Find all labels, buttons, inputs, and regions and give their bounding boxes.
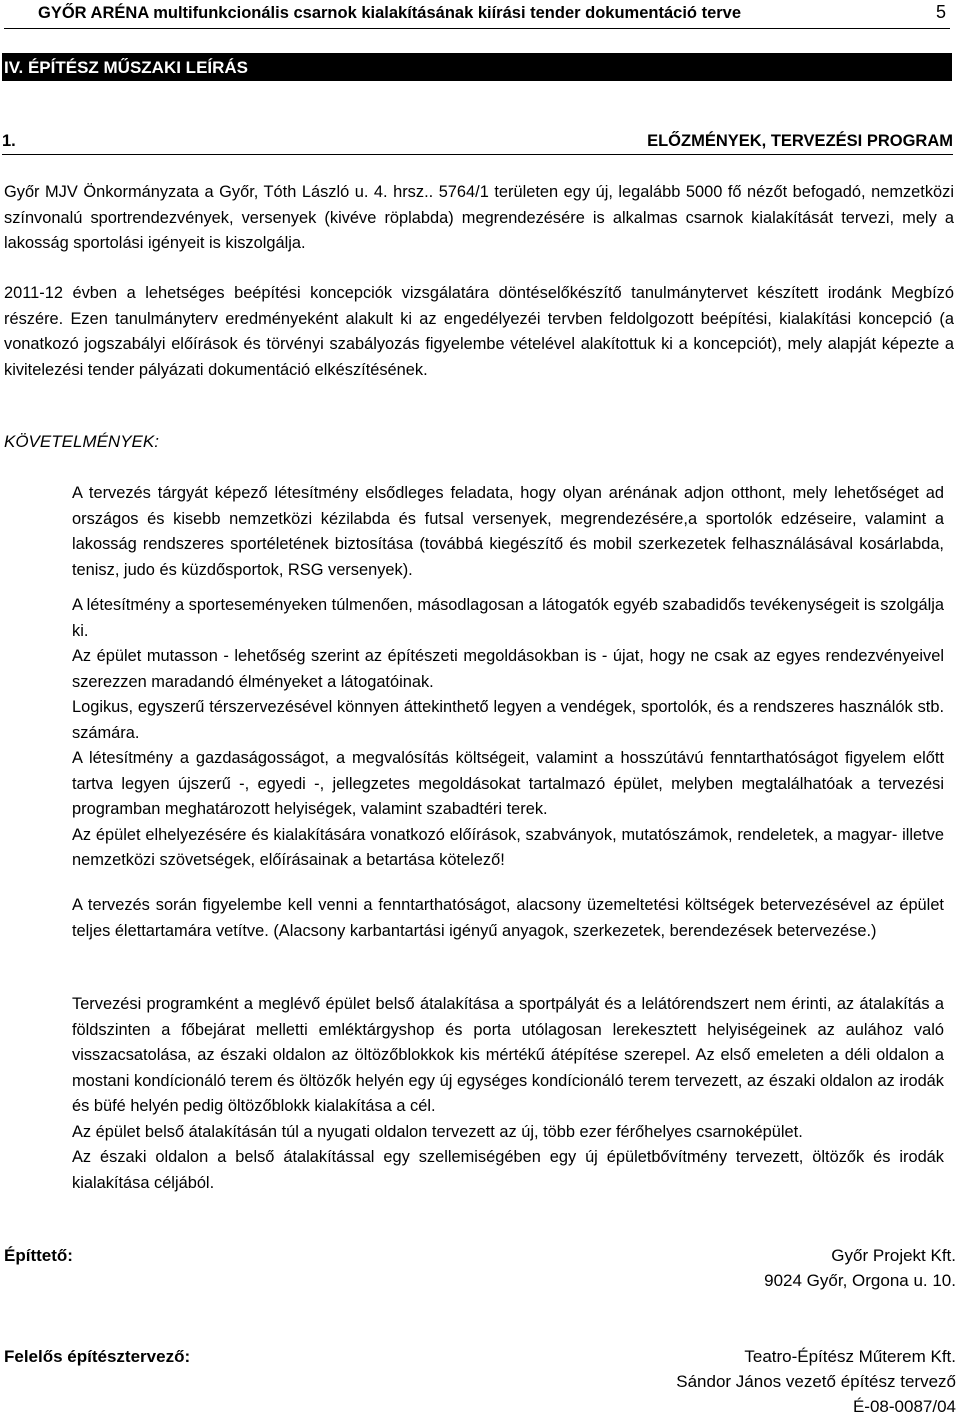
chapter-title: IV. ÉPÍTÉSZ MŰSZAKI LEÍRÁS <box>4 58 249 77</box>
chapter-bar <box>2 53 952 81</box>
requirement-paragraph: A tervezés tárgyát képező létesítmény elsődleges feladata, hogy olyan arénának adjon otthont, mely lehetőséget ad országos és kisebb nemzetközi kézilabda és futsal versenyek, megrendezésére,a sportolók edzéseire, valamint a lakosság rendszeres sportéletének biztosítása (továbbá kiegészítő és mobil szerkezetek felhasználásával kosárlabda, tenisz, judo és küzdősportok, RSG versenyek). <box>72 484 944 579</box>
section-heading <box>2 130 953 155</box>
architect-details: Teatro-Építész Műterem Kft. Sándor János vezető építész tervező É-08-0087/04 <box>676 1347 956 1416</box>
builder-label: Építtető: <box>4 1246 73 1265</box>
requirements-heading: KÖVETELMÉNYEK: <box>4 432 159 451</box>
architect-label: Felelős építésztervező: <box>4 1347 191 1366</box>
builder-details: Győr Projekt Kft. 9024 Győr, Orgona u. 10. <box>764 1246 956 1290</box>
document-title: GYŐR ARÉNA multifunkcionális csarnok kialakításának kiírási tender dokumentáció terve <box>38 4 742 22</box>
page-header <box>4 2 950 29</box>
intro-paragraph-1: Győr MJV Önkormányzata a Győr, Tóth László u. 4. hrsz.. 5764/1 területen egy új, legalább 5000 fő nézőt befogadó, nemzetközi színvonalú sportrendezvények, versenyek (kivéve röplabda) megrendezésére is alkalmas csarnok kialakítását tervezi, mely a lakosság sportolási igényeit is kiszolgálja. <box>4 183 954 252</box>
requirement-paragraph: A létesítmény a sporteseményeken túlmenően, másodlagosan a látogatók egyéb szabadidős tevékenységeit is szolgálja ki. Az épület mutasson - lehetőség szerint az építészeti megoldásokban is - újat, hogy ne csak az egyes rendezvényeivel szerezzen maradandó élményeket a látogatóinak. Logikus, egyszerű térszervezésével könnyen áttekinthető legyen a vendégek, sportolók, és a rendszeres használók stb. számára. A létesítmény a gazdaságosságot, a megvalósítás költségeit, valamint a hosszútávú fenntarthatóságot figyelem előtt tartva legyen újszerű -, egyedi -, jellegzetes megoldásokat tartalmazó épület, melyben megtalálhatóak a tervezési programban meghatározott helyiségek, valamint szabadtéri terek. Az épület elhelyezésére és kialakítására vonatkozó előírások, szabványok, mutatószámok, rendeletek, a magyar- illetve nemzetközi szövetségek, előírásainak a betartása kötelező! <box>72 596 944 869</box>
requirement-paragraph: A tervezés során figyelembe kell venni a fenntarthatóságot, alacsony üzemeltetési költségek betervezésével az épület teljes élettartamára vetítve. (Alacsony karbantartási igényű anyagok, szerkezetek, berendezések betervezése.) <box>72 896 944 940</box>
requirement-paragraph: Tervezési programként a meglévő épület belső átalakítása a sportpályát és a lelátórendszert nem érinti, az átalakítás a földszinten a főbejárat melletti emléktárgyshop és porta utólagosan lerekesztett helyiségeinek az aulához való visszacsatolása, az északi oldalon az öltözőblokkok kis mértékű átépítése szerepel. Az első emeleten a déli oldalon a mostani kondícionáló terem és öltözők helyén egy új egységes kondícionáló terem tervezett, az északi oldalon az irodák és büfé helyén pedig öltözőblokk kialakítása a cél. Az épület belső átalakításán túl a nyugati oldalon tervezett az új, több ezer férőhelyes csarnoképület. Az északi oldalon a belső átalakítással egy szellemiségében egy új épületbővítmény tervezett, öltözők és irodák kialakítása céljából. <box>72 995 944 1192</box>
section-number: 1. <box>2 132 16 150</box>
intro-paragraph-2: 2011-12 évben a lehetséges beépítési koncepciók vizsgálatára döntéselőkészítő tanulmánytervet készített irodánk Megbízó részére. Ezen tanulmányterv eredményeként alakult ki az engedélyezéi tervben feldolgozott beépítési, kialakítási koncepció (a vonatkozó jogszabályi előírások és törvényi szabályozás figyelembe vételével alakítottuk ki a koncepciót), mely alapját képezte a kivitelezési tender pályázati dokumentáció elkészítésének. <box>4 284 954 379</box>
section-title: ELŐZMÉNYEK, TERVEZÉSI PROGRAM <box>647 132 953 150</box>
page-number: 5 <box>935 2 946 22</box>
